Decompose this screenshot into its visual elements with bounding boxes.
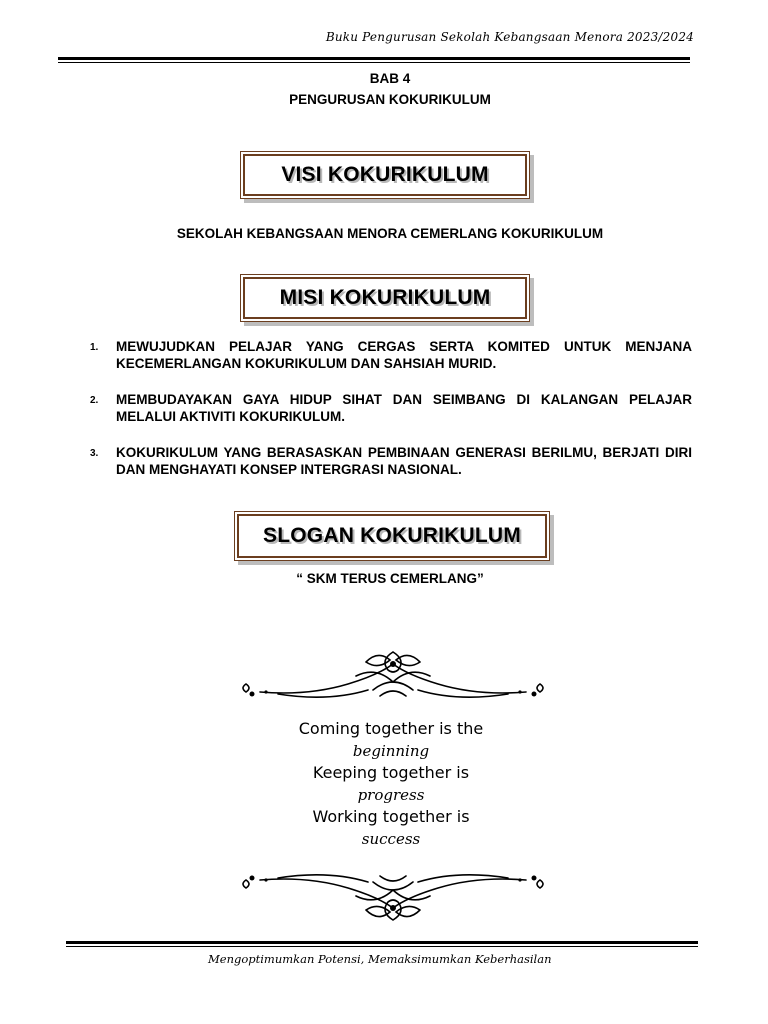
quote-word-2: progress: [357, 786, 425, 804]
page-footer: Mengoptimumkan Potensi, Memaksimumkan Keberhasilan: [208, 952, 552, 966]
misi-item-number: 2.: [90, 395, 99, 406]
quote-block: [241, 718, 541, 850]
visi-statement: SEKOLAH KEBANGSAAN MENORA CEMERLANG KOKURIKULUM: [176, 226, 604, 241]
footer-rule-thin: [66, 946, 698, 947]
flourish-ornament-icon: [238, 868, 548, 924]
misi-list: [90, 338, 692, 497]
header-rule: [58, 57, 690, 60]
quote-line-1: Coming together is the: [298, 719, 484, 738]
footer-rule: [66, 941, 698, 944]
flourish-ornament-icon: [238, 648, 548, 704]
quote-word-1: beginning: [352, 742, 430, 760]
misi-item: [90, 338, 692, 372]
misi-item: [90, 444, 692, 478]
misi-item-text: MEMBUDAYAKAN GAYA HIDUP SIHAT DAN SEIMBANG DI KALANGAN PELAJAR MELALUI AKTIVITI KOKURIKULUM.: [116, 392, 692, 424]
misi-item: [90, 391, 692, 425]
misi-item-text: MEWUJUDKAN PELAJAR YANG CERGAS SERTA KOMITED UNTUK MENJANA KECEMERLANGAN KOKURIKULUM DAN SAHSIAH MURID.: [116, 339, 692, 371]
page-header-title: Buku Pengurusan Sekolah Kebangsaan Menora 2023/2024: [325, 30, 694, 44]
chapter-title: PENGURUSAN KOKURIKULUM: [289, 92, 491, 107]
slogan-banner: SLOGAN KOKURIKULUM: [237, 514, 547, 558]
quote-line-2: Keeping together is: [312, 763, 470, 782]
chapter-number: BAB 4: [369, 71, 411, 86]
chapter-heading: [0, 68, 768, 110]
visi-banner: VISI KOKURIKULUM: [243, 154, 527, 196]
misi-item-number: 1.: [90, 342, 99, 353]
misi-banner: MISI KOKURIKULUM: [243, 277, 527, 319]
misi-item-number: 3.: [90, 448, 99, 459]
slogan-statement: “ SKM TERUS CEMERLANG”: [296, 571, 484, 586]
quote-line-3: Working together is: [312, 807, 470, 826]
header-rule-thin: [58, 62, 690, 63]
misi-item-text: KOKURIKULUM YANG BERASASKAN PEMBINAAN GENERASI BERILMU, BERJATI DIRI DAN MENGHAYATI KONSEP INTERGRASI NASIONAL.: [116, 445, 692, 477]
quote-word-3: success: [361, 830, 421, 848]
